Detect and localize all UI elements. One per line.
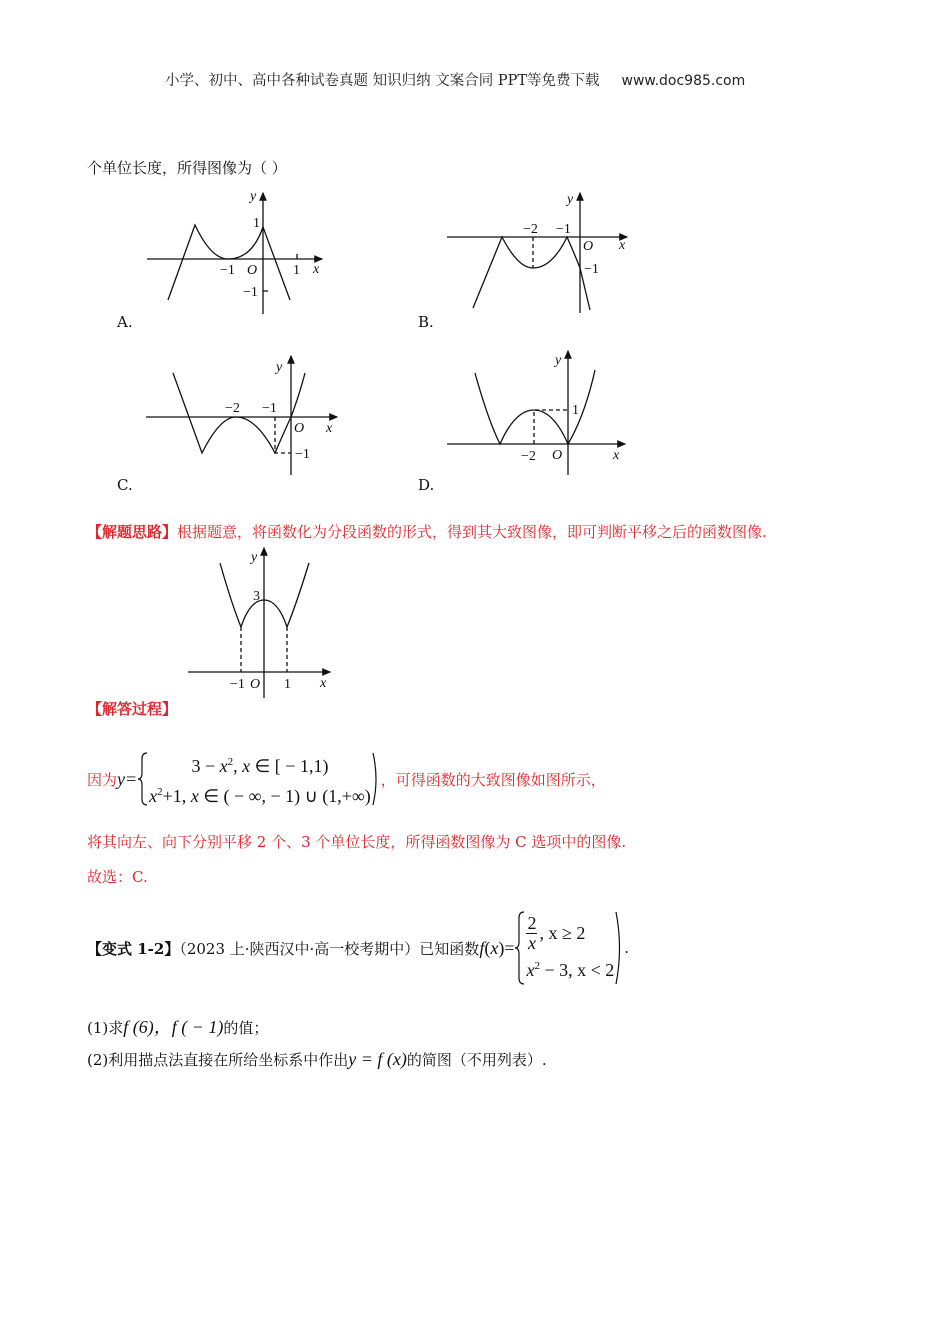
question-text: 个单位长度，所得图像为（ ）	[87, 159, 287, 177]
header-url[interactable]: www.doc985.com	[621, 73, 746, 89]
option-a-label: A.	[117, 313, 133, 331]
analysis-heading: 【解题思路】	[87, 523, 178, 541]
left-brace	[137, 751, 149, 807]
process-cases	[149, 749, 371, 809]
y-equals: y=	[117, 768, 138, 789]
label: x	[619, 238, 626, 253]
graph-b-curve	[473, 237, 590, 310]
label: x	[313, 262, 320, 277]
label: 1	[293, 263, 300, 278]
label: −2	[521, 449, 536, 464]
label: O	[247, 263, 258, 278]
label: x	[613, 448, 620, 463]
label: O	[583, 239, 594, 254]
header-text: 小学、初中、高中各种试卷真题 知识归纳 文案合同 PPT等免费下载	[165, 73, 600, 89]
label: −1	[230, 677, 245, 692]
label: 1	[253, 216, 260, 231]
label: O	[250, 677, 261, 692]
option-d-label: D.	[418, 476, 435, 494]
variant-row	[87, 908, 629, 988]
question-1: (1)求f (6)，f ( − 1)的值；	[87, 1017, 269, 1037]
label: −1	[220, 263, 235, 278]
variant-intro: 【变式 1-2】（2023 上·陕西汉中·高一校考期中）已知函数	[87, 939, 480, 958]
label: 3	[253, 589, 260, 604]
case-1: $3 - x^2$, x ∈ [ − 1,1)	[191, 756, 329, 776]
variant-end: .	[624, 939, 630, 957]
analysis-text: 根据题意，将函数化为分段函数的形式，得到其大致图像，即可判断平移之后的函数图像.	[177, 523, 767, 541]
label: −1	[556, 222, 571, 237]
label: y	[251, 550, 258, 565]
label: −1	[262, 401, 277, 416]
case-1-cond: , x ≥ 2	[539, 922, 586, 943]
label: y	[250, 189, 257, 204]
question-2: (2)利用描点法直接在所给坐标系中作出y = f (x)的简图（不用列表）.	[87, 1049, 547, 1069]
label: 1	[284, 677, 291, 692]
option-c-label: C.	[117, 476, 133, 494]
label: y	[567, 192, 574, 207]
label: y	[555, 353, 562, 368]
label: O	[552, 448, 563, 463]
case-2: $x^2+1$, x ∈ ( − ∞, − 1) ∪ (1,+∞)	[149, 786, 371, 806]
variant-case-2: $x^2 - 3$, x < 2	[526, 959, 615, 980]
answer: 故选：C.	[87, 868, 148, 886]
label: y	[276, 360, 283, 375]
variant-left-brace	[514, 910, 526, 986]
label: −2	[225, 401, 240, 416]
variant-cases	[526, 914, 614, 983]
label: x	[326, 421, 333, 436]
process-line-2: 将其向左、向下分别平移 2 个、3 个单位长度，所得函数图像为 C 选项中的图像.	[87, 833, 627, 851]
label: 1	[572, 403, 579, 418]
label: −2	[523, 222, 538, 237]
process-formula-row	[87, 750, 606, 808]
variant-right-paren	[614, 910, 624, 986]
variant-fx: f(x)=	[479, 937, 515, 958]
fraction: $\frac{2}{x}$	[527, 912, 537, 953]
process-prefix: 因为	[87, 770, 118, 789]
process-heading: 【解答过程】	[87, 700, 178, 718]
label: x	[320, 676, 327, 691]
label: −1	[584, 262, 599, 277]
label: −1	[295, 447, 310, 462]
label: O	[294, 421, 305, 436]
option-b-label: B.	[418, 313, 434, 331]
right-paren	[371, 751, 381, 807]
process-suffix: ，可得函数的大致图像如图所示，	[380, 770, 606, 789]
label: −1	[243, 285, 258, 300]
analysis	[87, 521, 767, 542]
